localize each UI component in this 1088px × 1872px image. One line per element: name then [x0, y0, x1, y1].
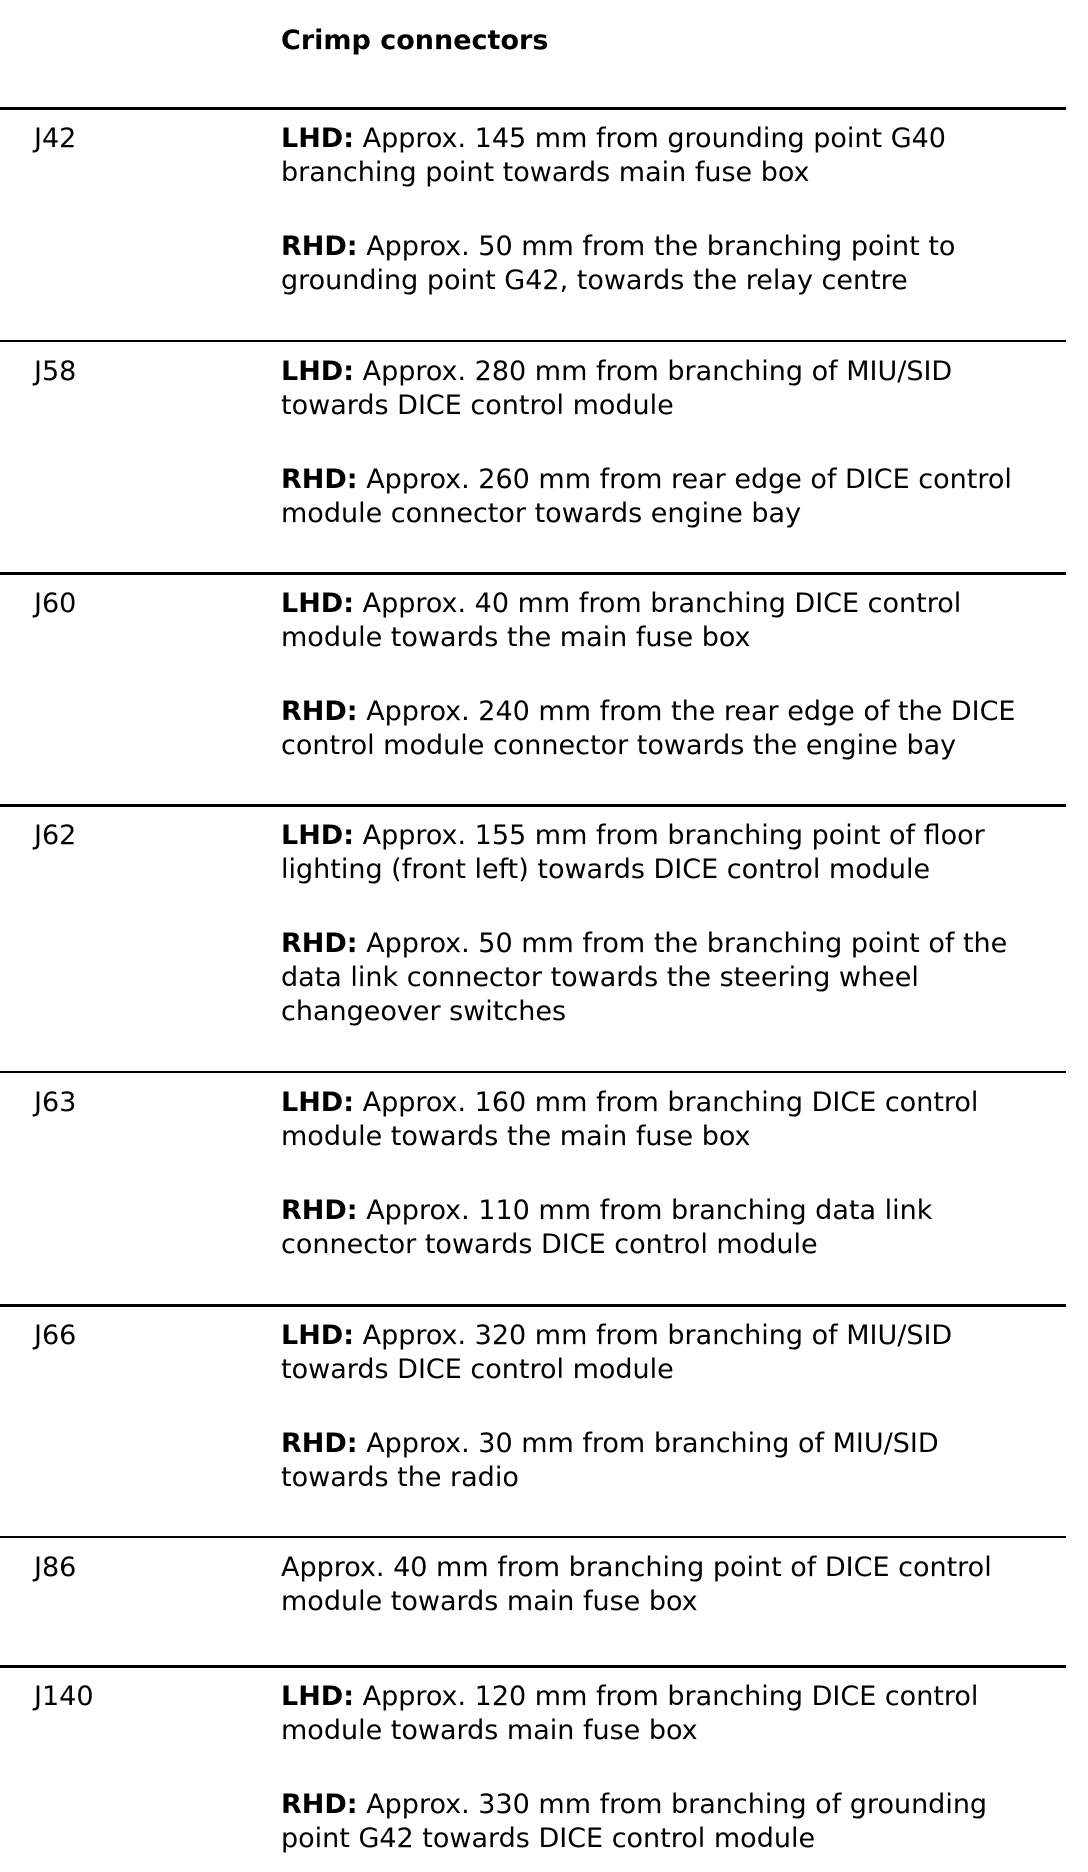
- lhd-location: [281, 1680, 1066, 1748]
- rhd-label: RHD:: [281, 928, 358, 959]
- description-line: towards DICE control module: [281, 1354, 674, 1385]
- description-line: Approx. 320 mm from branching of MIU/SID: [354, 1320, 953, 1351]
- rhd-label: RHD:: [281, 1195, 358, 1226]
- description-line: Approx. 40 mm from branching DICE control: [354, 588, 962, 619]
- description-line: Approx. 330 mm from branching of grounding: [357, 1789, 988, 1820]
- row-divider: [0, 1071, 1066, 1073]
- row-divider: [0, 572, 1066, 575]
- description-line: module towards the main fuse box: [281, 622, 751, 653]
- lhd-location: [281, 122, 1066, 190]
- description-line: module connector towards engine bay: [281, 498, 802, 529]
- rhd-location: [281, 1194, 1066, 1262]
- lhd-location: [281, 355, 1066, 423]
- description-line: Approx. 50 mm from the branching point to: [357, 231, 956, 262]
- description-line: module towards main fuse box: [281, 1586, 698, 1617]
- description-line: module towards the main fuse box: [281, 1121, 751, 1152]
- description-line: grounding point G42, towards the relay centre: [281, 265, 908, 296]
- description-line: Approx. 110 mm from branching data link: [357, 1195, 933, 1226]
- description-line: point G42 towards DICE control module: [281, 1823, 816, 1854]
- rhd-location: [281, 927, 1066, 1029]
- row-divider: [0, 1665, 1066, 1668]
- connector-code: J60: [34, 588, 77, 619]
- connector-description: [281, 355, 1066, 531]
- lhd-label: LHD:: [281, 123, 355, 154]
- row-divider: [0, 804, 1066, 807]
- connector-description: [281, 122, 1066, 298]
- description-line: control module connector towards the engine bay: [281, 730, 957, 761]
- description-line: Approx. 160 mm from branching DICE control: [354, 1087, 979, 1118]
- rhd-location: [281, 695, 1066, 763]
- rhd-location: [281, 463, 1066, 531]
- rhd-location: [281, 1788, 1066, 1856]
- description-line: Approx. 280 mm from branching of MIU/SID: [354, 356, 953, 387]
- lhd-label: LHD:: [281, 356, 355, 387]
- connector-description: [281, 819, 1066, 1029]
- description-line: Approx. 155 mm from branching point of floor: [354, 820, 985, 851]
- description-line: towards the radio: [281, 1462, 519, 1493]
- description-line: branching point towards main fuse box: [281, 157, 810, 188]
- connector-description: [281, 1551, 1066, 1619]
- connector-code: J66: [34, 1320, 77, 1351]
- rhd-label: RHD:: [281, 1428, 358, 1459]
- connector-code: J86: [34, 1552, 77, 1583]
- rhd-label: RHD:: [281, 464, 358, 495]
- description-line: Approx. 145 mm from grounding point G40: [354, 123, 946, 154]
- lhd-label: LHD:: [281, 1087, 355, 1118]
- rhd-label: RHD:: [281, 231, 358, 262]
- description-line: Approx. 30 mm from branching of MIU/SID: [357, 1428, 939, 1459]
- row-divider: [0, 1536, 1066, 1538]
- lhd-label: LHD:: [281, 588, 355, 619]
- rhd-location: [281, 1427, 1066, 1495]
- description-line: connector towards DICE control module: [281, 1229, 818, 1260]
- location-description: [281, 1551, 1066, 1619]
- connector-code: J58: [34, 356, 77, 387]
- row-divider: [0, 1304, 1066, 1307]
- lhd-location: [281, 1319, 1066, 1387]
- rhd-location: [281, 230, 1066, 298]
- description-line: Approx. 120 mm from branching DICE control: [354, 1681, 979, 1712]
- lhd-label: LHD:: [281, 1681, 355, 1712]
- description-line: Approx. 260 mm from rear edge of DICE control: [357, 464, 1012, 495]
- description-line: Approx. 50 mm from the branching point of the: [357, 928, 1008, 959]
- connector-description: [281, 1680, 1066, 1856]
- description-line: towards DICE control module: [281, 390, 674, 421]
- description-line: Approx. 40 mm from branching point of DICE control: [281, 1552, 992, 1583]
- lhd-label: LHD:: [281, 820, 355, 851]
- lhd-location: [281, 587, 1066, 655]
- description-line: module towards main fuse box: [281, 1715, 698, 1746]
- lhd-location: [281, 819, 1066, 887]
- rhd-label: RHD:: [281, 696, 358, 727]
- lhd-location: [281, 1086, 1066, 1154]
- row-divider: [0, 107, 1066, 110]
- connector-description: [281, 1319, 1066, 1495]
- description-line: changeover switches: [281, 996, 567, 1027]
- description-line: lighting (front left) towards DICE control module: [281, 854, 931, 885]
- connector-description: [281, 587, 1066, 763]
- page-title: Crimp connectors: [281, 25, 549, 56]
- connector-description: [281, 1086, 1066, 1262]
- connector-code: J42: [34, 123, 77, 154]
- connector-code: J62: [34, 820, 77, 851]
- description-line: Approx. 240 mm from the rear edge of the DICE: [357, 696, 1016, 727]
- connector-code: J140: [34, 1681, 94, 1712]
- description-line: data link connector towards the steering wheel: [281, 962, 919, 993]
- lhd-label: LHD:: [281, 1320, 355, 1351]
- connector-code: J63: [34, 1087, 77, 1118]
- rhd-label: RHD:: [281, 1789, 358, 1820]
- row-divider: [0, 340, 1066, 342]
